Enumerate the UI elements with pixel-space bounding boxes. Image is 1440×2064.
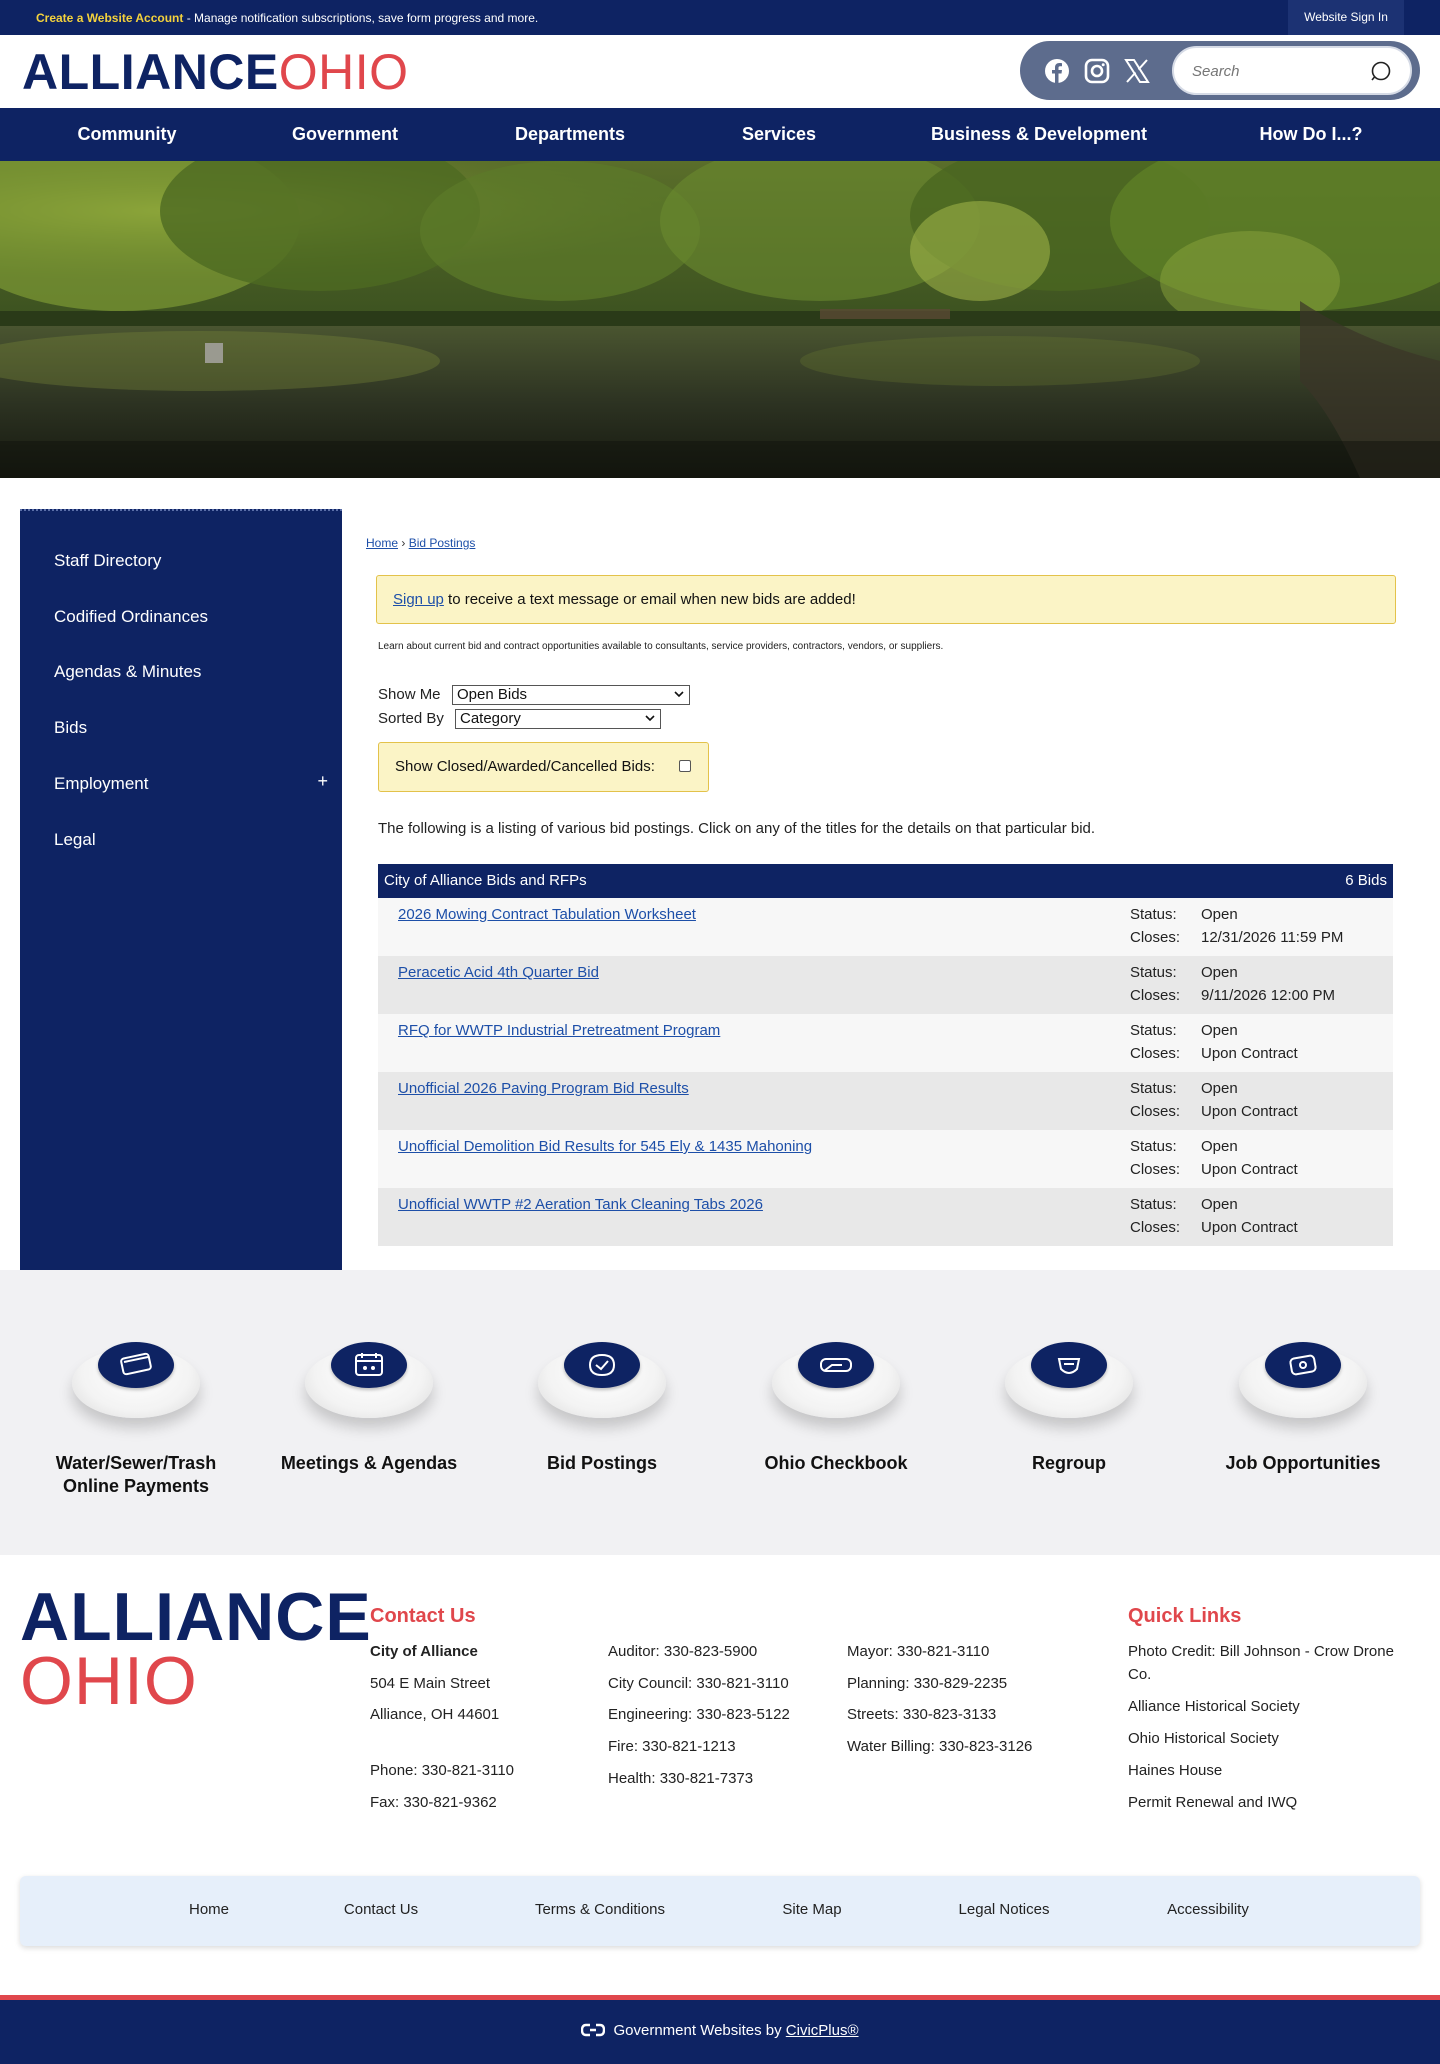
sidebar-item-legal[interactable]: Legal (54, 830, 96, 849)
quick-link-haines-house[interactable]: Haines House (1128, 1762, 1223, 1779)
contact-fax: Fax: 330-821-9362 (370, 1794, 497, 1811)
sidebar-menu (20, 509, 342, 1270)
quicklink-label-line1: Water/Sewer/Trash (55, 1453, 217, 1473)
facebook-icon[interactable] (1044, 58, 1070, 84)
main-navigation (0, 108, 1440, 161)
footer-logo[interactable] (20, 1579, 372, 1719)
status-value: Open (1201, 906, 1238, 923)
nav-government[interactable]: Government (291, 124, 399, 144)
x-twitter-icon[interactable] (1124, 58, 1150, 84)
closes-label: Closes: (1130, 1161, 1181, 1178)
table-row (378, 1130, 1393, 1188)
bids-table-header (378, 864, 1393, 898)
footer-link-home[interactable]: Home (188, 1901, 230, 1918)
contact-water-billing: Water Billing: 330-823-3126 (847, 1738, 1033, 1755)
site-logo[interactable] (22, 45, 409, 100)
sorted-by-select[interactable] (455, 709, 661, 729)
quicklink-label (492, 1452, 712, 1475)
status-label: Status: (1130, 1022, 1177, 1039)
show-closed-bids-box (378, 742, 709, 792)
status-label: Status: (1130, 964, 1177, 981)
footer-link-legal-notices[interactable]: Legal Notices (958, 1901, 1050, 1918)
quicklink-label (959, 1452, 1179, 1475)
status-value: Open (1201, 1138, 1238, 1155)
quicklink-label (726, 1452, 946, 1475)
hero-banner-image (0, 161, 1440, 478)
search-box (1172, 46, 1412, 95)
civicplus-credit-bar (0, 1995, 1440, 2064)
footer-link-terms[interactable]: Terms & Conditions (534, 1901, 666, 1918)
chevron-down-icon (645, 713, 655, 723)
sign-up-link[interactable]: Sign up (393, 591, 444, 608)
sorted-by-label: Sorted By (378, 710, 444, 727)
checkbook-icon (798, 1342, 874, 1388)
footer-link-accessibility[interactable]: Accessibility (1167, 1901, 1249, 1918)
social-search-bar (1020, 41, 1420, 100)
park-pond-illustration (0, 161, 1440, 478)
quick-link-photo-credit[interactable]: Photo Credit: Bill Johnson - Crow Drone (1128, 1643, 1394, 1660)
search-input[interactable] (1192, 60, 1372, 82)
quick-link-photo-credit-cont[interactable]: Co. (1128, 1666, 1152, 1683)
table-row (378, 1072, 1393, 1130)
quick-link-alliance-historical[interactable]: Alliance Historical Society (1128, 1698, 1300, 1715)
bid-title-link[interactable]: Unofficial Demolition Bid Results for 545 Ely & 1435 Mahoning (398, 1138, 813, 1155)
contact-streets: Streets: 330-823-3133 (847, 1706, 997, 1723)
quicklink-label (26, 1452, 246, 1498)
closes-label: Closes: (1130, 1103, 1181, 1120)
closes-label: Closes: (1130, 1045, 1181, 1062)
bid-title-link[interactable]: Unofficial WWTP #2 Aeration Tank Cleaning Tabs 2026 (398, 1196, 763, 1213)
footer-logo-alliance: ALLIANCE (20, 1579, 372, 1655)
quicklink-label (259, 1452, 479, 1475)
bid-title-link[interactable]: Peracetic Acid 4th Quarter Bid (398, 964, 599, 981)
bid-title-link[interactable]: 2026 Mowing Contract Tabulation Worksheet (398, 906, 696, 923)
credit-text: Government Websites by (613, 2022, 786, 2039)
chevron-down-icon (674, 689, 684, 699)
sidebar-item-bids[interactable]: Bids (54, 718, 88, 737)
footer-link-contact-us[interactable]: Contact Us (343, 1901, 419, 1918)
sorted-by-value: Category (460, 710, 521, 727)
top-bar (0, 0, 1440, 35)
footer-link-site-map[interactable]: Site Map (782, 1901, 842, 1918)
logo-alliance: ALLIANCE (22, 44, 279, 100)
show-me-label: Show Me (378, 686, 441, 703)
sidebar-item-staff-directory[interactable]: Staff Directory (54, 551, 162, 570)
account-message-text: - Manage notification subscriptions, save form progress and more. (183, 11, 539, 25)
quicklink-label-line1: Meetings & Agendas (280, 1453, 458, 1473)
quicklink-label-line1: Job Opportunities (1225, 1453, 1381, 1473)
bid-icon (564, 1342, 640, 1388)
closes-value: Upon Contract (1201, 1219, 1298, 1236)
contact-engineering: Engineering: 330-823-5122 (608, 1706, 790, 1723)
closes-label: Closes: (1130, 929, 1181, 946)
website-sign-in-button[interactable]: Website Sign In (1288, 0, 1404, 35)
civicplus-link[interactable]: CivicPlus® (785, 2022, 859, 2039)
status-value: Open (1201, 1080, 1238, 1097)
bids-count: 6 Bids (1345, 872, 1387, 889)
status-label: Status: (1130, 1138, 1177, 1155)
nav-how-do-i[interactable]: How Do I...? (1259, 124, 1363, 144)
quicklink-label-line1: Ohio Checkbook (764, 1453, 908, 1473)
sidebar-item-agendas-minutes[interactable]: Agendas & Minutes (54, 662, 202, 681)
closes-value: 9/11/2026 12:00 PM (1201, 987, 1335, 1004)
create-account-link[interactable]: Create a Website Account (36, 11, 184, 25)
bid-title-link[interactable]: Unofficial 2026 Paving Program Bid Results (398, 1080, 689, 1097)
nav-community[interactable]: Community (77, 124, 177, 144)
breadcrumb-separator: › (398, 536, 409, 550)
bid-title-link[interactable]: RFQ for WWTP Industrial Pretreatment Program (398, 1022, 721, 1039)
quicklink-label-line1: Bid Postings (546, 1453, 657, 1473)
footer-link-bar (20, 1876, 1420, 1946)
nav-services[interactable]: Services (741, 124, 817, 144)
search-icon[interactable] (1370, 61, 1392, 83)
quicklink-label-line1: Regroup (1032, 1453, 1106, 1473)
contact-planning: Planning: 330-829-2235 (847, 1675, 1008, 1692)
bid-description: Learn about current bid and contract opportunities available to consultants, service providers, contractors, vendors, or suppliers. (378, 641, 944, 652)
show-closed-bids-label: Show Closed/Awarded/Cancelled Bids: (395, 758, 655, 775)
nav-departments[interactable]: Departments (514, 124, 626, 144)
bids-table (378, 864, 1393, 1246)
table-row (378, 898, 1393, 956)
footer-logo-ohio: OHIO (20, 1643, 198, 1719)
jobs-icon (1265, 1342, 1341, 1388)
contact-fire: Fire: 330-821-1213 (608, 1738, 736, 1755)
credit-line (0, 2022, 1440, 2039)
closes-value: 12/31/2026 11:59 PM (1201, 929, 1344, 946)
status-label: Status: (1130, 1196, 1177, 1213)
show-me-select[interactable] (452, 685, 690, 705)
quicklink-label (1193, 1452, 1413, 1475)
contact-address-line2: Alliance, OH 44601 (370, 1706, 500, 1723)
status-label: Status: (1130, 1080, 1177, 1097)
signup-alert (376, 575, 1396, 624)
instagram-icon[interactable] (1084, 58, 1110, 84)
site-header (0, 35, 1440, 108)
status-value: Open (1201, 1196, 1238, 1213)
table-row (378, 1014, 1393, 1072)
logo-ohio: OHIO (278, 44, 409, 100)
closes-value: Upon Contract (1201, 1161, 1298, 1178)
contact-org: City of Alliance (370, 1643, 478, 1660)
quick-link-permit-renewal[interactable]: Permit Renewal and IWQ (1128, 1794, 1298, 1811)
closes-label: Closes: (1130, 987, 1181, 1004)
contact-auditor: Auditor: 330-823-5900 (608, 1643, 758, 1660)
quick-links-section (0, 1270, 1440, 1555)
quicklink-label-line2: Online Payments (62, 1476, 210, 1496)
closes-label: Closes: (1130, 1219, 1181, 1236)
status-label: Status: (1130, 906, 1177, 923)
civicplus-logo-icon (581, 2023, 605, 2037)
listing-intro: The following is a listing of various bid postings. Click on any of the titles for the details on that particular bid. (378, 820, 1096, 837)
contact-phone: Phone: 330-821-3110 (370, 1762, 515, 1779)
show-me-value: Open Bids (457, 686, 528, 703)
status-value: Open (1201, 964, 1238, 981)
show-closed-bids-checkbox[interactable] (679, 760, 691, 772)
contact-health: Health: 330-821-7373 (608, 1770, 754, 1787)
meetings-icon (331, 1342, 407, 1388)
bids-table-title: City of Alliance Bids and RFPs (384, 872, 587, 889)
sidebar-item-employment[interactable]: Employment (54, 774, 149, 793)
nav-business-development[interactable]: Business & Development (930, 124, 1148, 144)
contact-address-line1: 504 E Main Street (370, 1675, 491, 1692)
expand-employment-icon[interactable]: + (317, 771, 328, 791)
quick-links-heading[interactable]: Quick Links (1128, 1605, 1242, 1627)
table-row (378, 956, 1393, 1014)
payment-card-icon (98, 1342, 174, 1388)
breadcrumb-home[interactable]: Home (366, 536, 399, 550)
breadcrumb-bid-postings[interactable]: Bid Postings (408, 536, 476, 550)
contact-mayor: Mayor: 330-821-3110 (847, 1643, 990, 1660)
contact-us-heading[interactable]: Contact Us (370, 1605, 476, 1627)
quick-link-ohio-historical[interactable]: Ohio Historical Society (1128, 1730, 1279, 1747)
status-value: Open (1201, 1022, 1238, 1039)
table-row (378, 1188, 1393, 1246)
contact-city-council: City Council: 330-821-3110 (608, 1675, 789, 1692)
regroup-icon (1031, 1342, 1107, 1388)
breadcrumb (366, 536, 475, 550)
closes-value: Upon Contract (1201, 1045, 1298, 1062)
sidebar-item-codified-ordinances[interactable]: Codified Ordinances (54, 607, 209, 626)
signup-alert-text: to receive a text message or email when new bids are added! (443, 591, 856, 608)
closes-value: Upon Contract (1201, 1103, 1298, 1120)
account-message (36, 11, 538, 25)
